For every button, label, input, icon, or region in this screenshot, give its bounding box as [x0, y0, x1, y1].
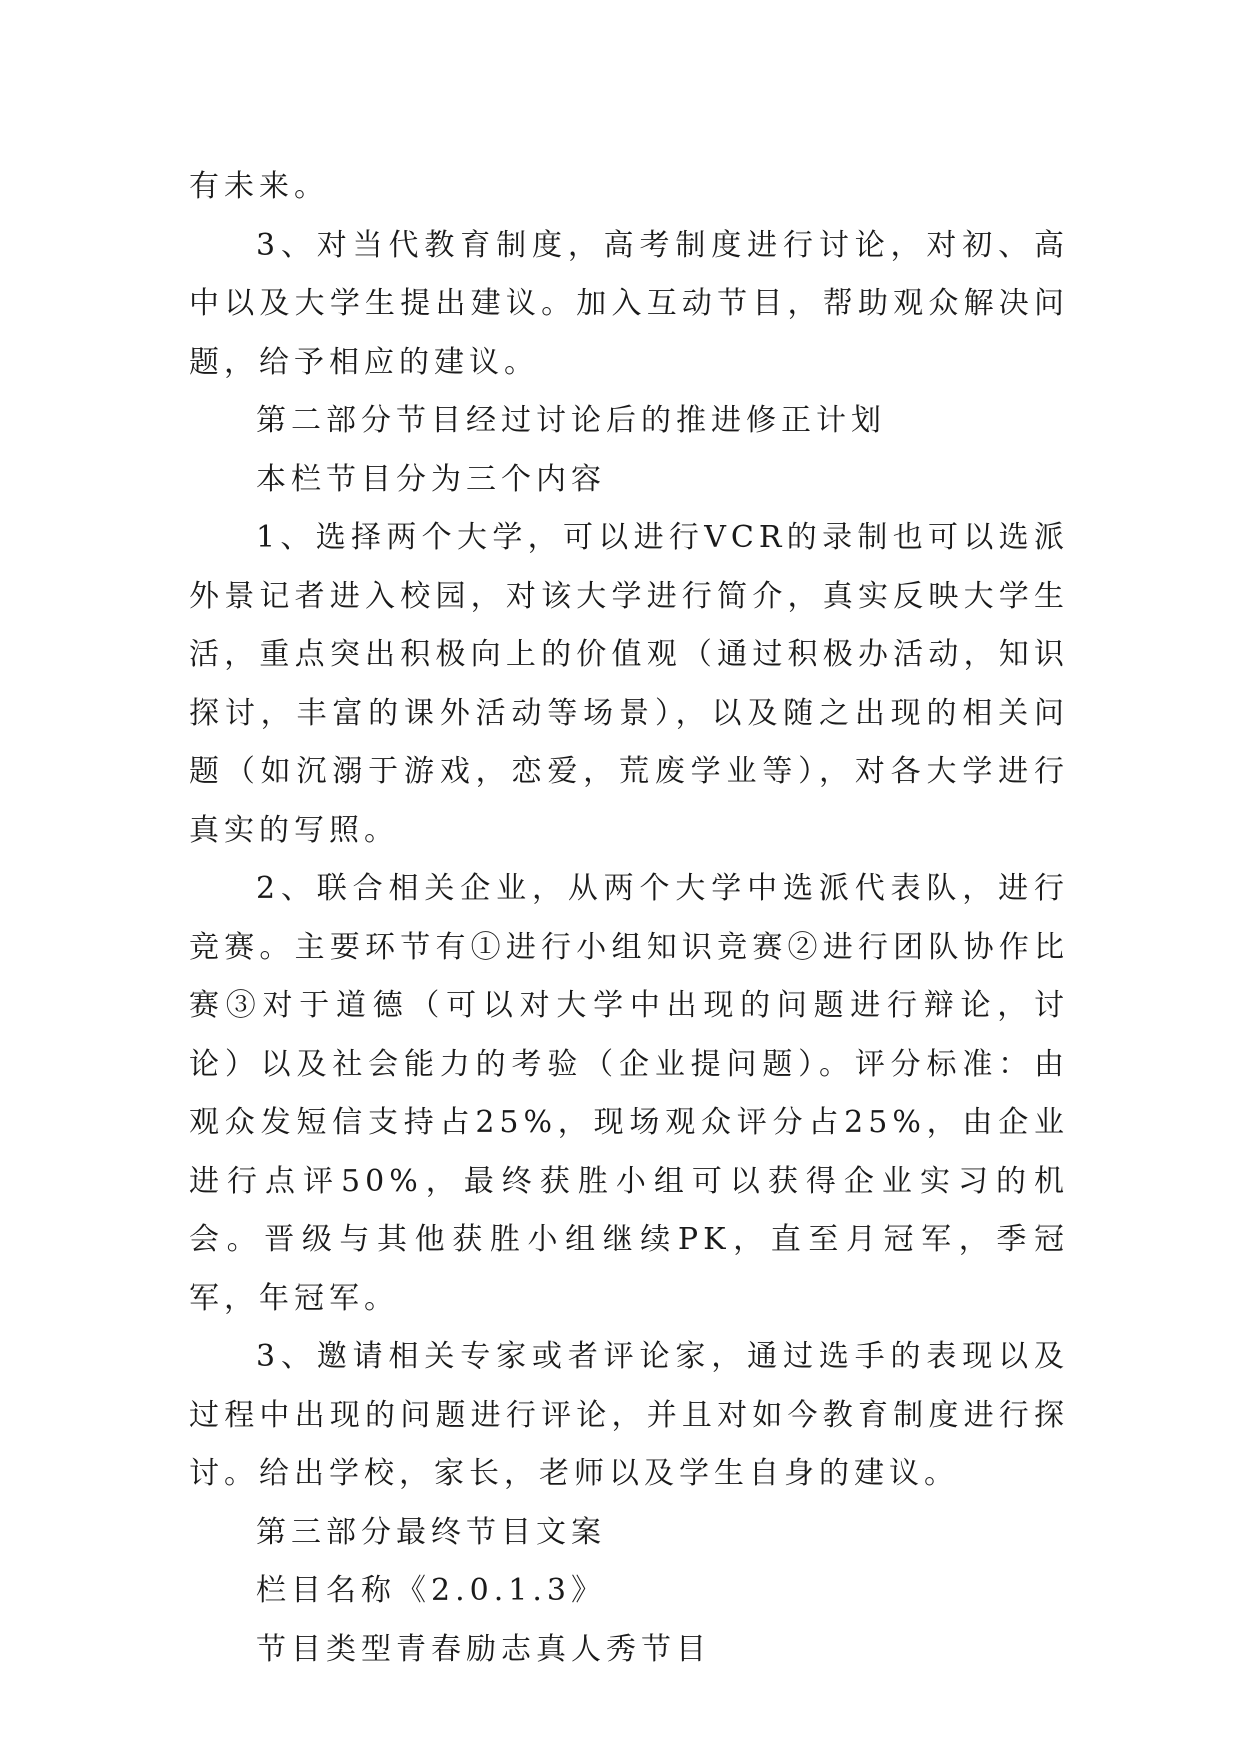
paragraph-item-2-competition: 2、联合相关企业，从两个大学中选派代表队，进行竞赛。主要环节有①进行小组知识竞赛②进行团队协作比赛③对于道德（可以对大学中出现的问题进行辩论，讨论）以及社会能力的考验（企业提问题）。评分标准：由观众发短信支持占25%，现场观众评分占25%，由企业进行点评50%，最终获胜小组可以获得企业实习的机会。晋级与其他获胜小组继续PK，直至月冠军，季冠军，年冠军。: [189, 871, 1069, 1316]
paragraph-program-type: 节目类型青春励志真人秀节目: [256, 1631, 711, 1667]
paragraph-item-1-universities: 1、选择两个大学，可以进行VCR的录制也可以选派外景记者进入校园，对该大学进行简介，真实反映大学生活，重点突出积极向上的价值观（通过积极办活动，知识探讨，丰富的课外活动等场景），以及随之出现的相关问题（如沉溺于游戏，恋爱，荒废学业等），对各大学进行真实的写照。: [189, 520, 1069, 848]
paragraph-item-3-experts: 3、邀请相关专家或者评论家，通过选手的表现以及过程中出现的问题进行评论，并且对如今教育制度进行探讨。给出学校，家长，老师以及学生自身的建议。: [189, 1339, 1069, 1491]
document-body: [189, 158, 1069, 1679]
paragraph-program-name: 栏目名称《2.0.1.3》: [256, 1573, 606, 1608]
paragraph-item-3-education: 3、对当代教育制度，高考制度进行讨论，对初、高中以及大学生提出建议。加入互动节目，帮助观众解决问题，给予相应的建议。: [189, 227, 1069, 380]
paragraph-three-contents: 本栏节目分为三个内容: [256, 461, 606, 497]
section-heading-part-two: 第二部分节目经过讨论后的推进修正计划: [256, 403, 886, 438]
section-heading-part-three: 第三部分最终节目文案: [256, 1514, 606, 1550]
paragraph-continuation: 有未来。: [189, 169, 329, 204]
